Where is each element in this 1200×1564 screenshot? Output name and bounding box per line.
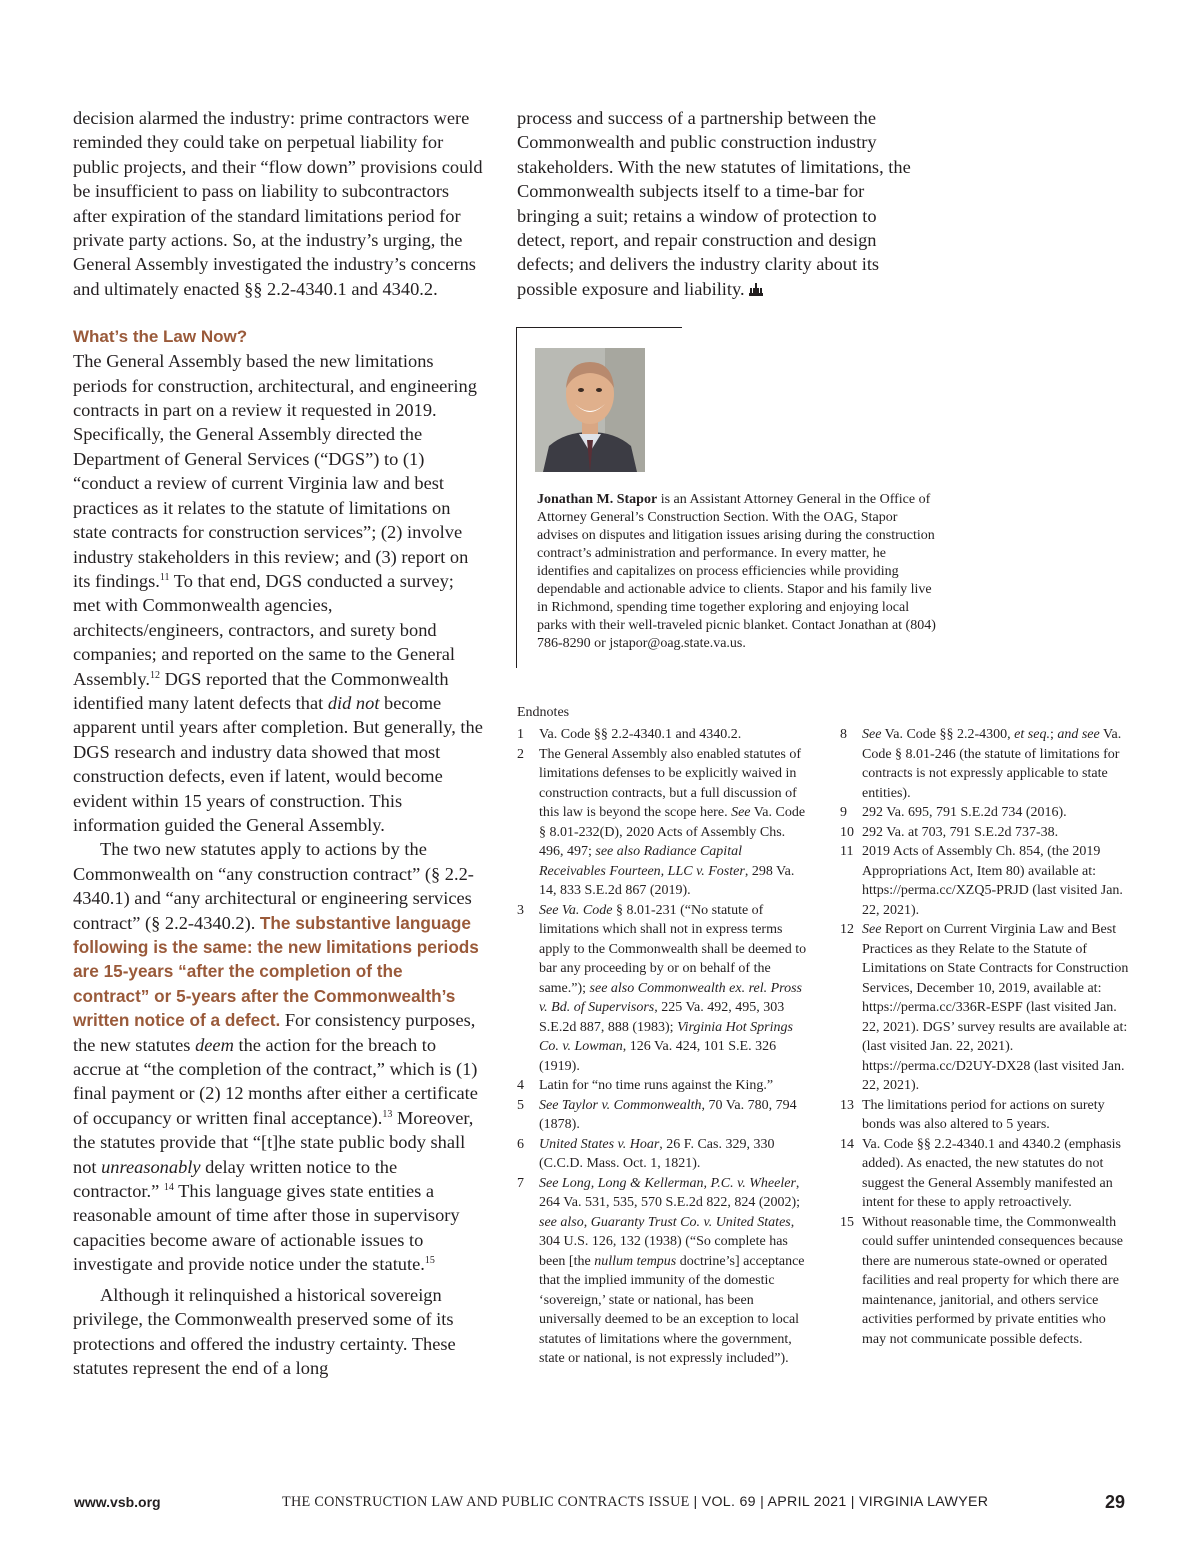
body-paragraph: The two new statutes apply to actions by the Commonwealth on “any construction contract” (§ 2.2-4340.1) and “any architectural or engineering services contract” (§ 2.2-4340.2). The substantive language following is the same: the new limitations periods are 15-years “after the completion of the contract” or 5-years after the Commonwealth’s written notice of a defect. For consistency purposes, the new statutes deem the action for the breach to accrue at “the completion of the contract,” which is (1) final payment or (2) 12 months after either a certificate of occupancy or written final acceptance).$^{13}$ Moreover, the statutes provide that “[t]he state public body shall not unreasonably delay written notice to the contractor.” $^{14}$ This language gives state entities a reasonable amount of time after those in supervisory capacities become aware of actionable issues to investigate and provide notice under the statute.$^{15}$ (73, 839, 479, 1275)
endnote: 5 See Taylor v. Commonwealth, 70 Va. 780, 794 (1878). (517, 1097, 797, 1132)
author-bio: Jonathan M. Stapor is an Assistant Attorney General in the Office of Attorney General’s Construction Section. With the OAG, Stapor advises on disputes and litigation issues arising during the construction contract’s administration and performance. In every matter, he identifies and capitalizes on process efficiencies while providing dependable and actionable advice to clients. Stapor and his family live in Richmond, spending time together exploring and enjoying local parks with their well-traveled picnic blanket. Contact Jonathan at (804) 786-8290 or jstapor@oag.state.va.us. (537, 492, 936, 651)
endnote: 6 United States v. Hoar, 26 F. Cas. 329, 330 (C.C.D. Mass. Oct. 1, 1821). (517, 1136, 775, 1171)
endnote: 12 See Report on Current Virginia Law and Best Practices as they Relate to the Statute of Limitations on State Contracts for Construction Services, December 10, 2019, available at: https://perma.cc/336R-ESPF (last visited Jan. 22, 2021). DGS’ survey results are available at: (last visited Jan. 22, 2021). https://perma.cc/D2UY-DX28 (last visited Jan. 22, 2021). (840, 922, 1129, 1093)
capitol-end-mark-icon (749, 282, 763, 296)
body-paragraph: Although it relinquished a historical sovereign privilege, the Commonwealth preserved some of its protections and offered the industry certainty. These statutes represent the end of a long (73, 1284, 456, 1378)
author-portrait-icon (535, 348, 645, 472)
endnote-ref: 11 (159, 571, 170, 583)
endnote: 4 Latin for “no time runs against the King.” (517, 1078, 774, 1093)
endnote: 11 2019 Acts of Assembly Ch. 854, (the 2019 Appropriations Act, Item 80) available at: https://perma.cc/XZQ5-PRJD (last visited Jan. 22, 2021). (840, 844, 1123, 918)
author-name: Jonathan M. Stapor (537, 492, 658, 507)
page-number: 29 (1105, 1492, 1126, 1512)
endnote: 15 Without reasonable time, the Commonwealth could suffer unintended consequences because there are numerous state-owned or operated facilities and real property for which there are maintenance, janitorial, and others service activities performed by private entities who may not communicate possible defects. (840, 1214, 1123, 1347)
endnote: 10 292 Va. at 703, 791 S.E.2d 737-38. (840, 824, 1059, 840)
endnote-ref: 12 (149, 669, 160, 681)
endnote: 13 The limitations period for actions on surety bonds was also altered to 5 years. (840, 1097, 1105, 1132)
body-paragraph: process and success of a partnership between the Commonwealth and public construction industry stakeholders. With the new statutes of limitations, the Commonwealth subjects itself to a time-bar for bringing a suit; retains a window of protection to detect, report, and repair construction and design defects; and delivers the industry clarity about its possible exposure and liability. (517, 108, 911, 299)
author-photo (535, 348, 645, 472)
endnote: 8 See Va. Code §§ 2.2-4300, et seq.; and see Va. Code § 8.01-246 (the statute of limitations for contracts is not expressly applicable to state entities). (840, 727, 1122, 801)
website-link[interactable]: www.vsb.org (74, 1494, 161, 1510)
right-column (517, 106, 925, 301)
endnote: 1 Va. Code §§ 2.2-4340.1 and 4340.2. (517, 727, 742, 742)
endnote: 14 Va. Code §§ 2.2-4340.1 and 4340.2 (emphasis added). As enacted, the new statutes do not suggest the General Assembly manifested an intent for these to apply retroactively. (840, 1136, 1121, 1210)
endnote-ref: 15 (424, 1255, 435, 1267)
issue-line: THE CONSTRUCTION LAW AND PUBLIC CONTRACTS ISSUE | VOL. 69 | APRIL 2021 | VIRGINIA LAWYER (282, 1494, 989, 1510)
endnote: 7 See Long, Long & Kellerman, P.C. v. Wheeler, 264 Va. 531, 535, 570 S.E.2d 822, 824 (2002); see also, Guaranty Trust Co. v. United States, 304 U.S. 126, 132 (1938) (“So complete has been [the nullum tempus doctrine’s] acceptance that the implied immunity of the domestic ‘sovereign,’ state or national, has been universally deemed to be an exception to local statutes of limitations where the government, state or national, is not expressly included”). (517, 1175, 805, 1366)
section-heading: What’s the Law Now? (73, 327, 248, 347)
endnote: 3 See Va. Code § 8.01-231 (“No statute of limitations which shall not in express terms apply to the Commonwealth shall be deemed to bar any proceeding by or on behalf of the same.”); see also Commonwealth ex. rel. Pross v. Bd. of Supervisors, 225 Va. 492, 495, 303 S.E.2d 887, 888 (1983); Virginia Hot Springs Co. v. Lowman, 126 Va. 424, 101 S.E. 326 (1919). (517, 902, 807, 1074)
endnote-ref: 13 (382, 1108, 393, 1120)
endnotes-column-1 (517, 725, 809, 1369)
pull-highlight: The substantive language following is the same: the new limitations periods are 15-years “after the completion of the contract” or 5-years after the Commonwealth’s written notice of a defect. (73, 912, 479, 1031)
left-column (73, 106, 483, 1380)
body-paragraph: decision alarmed the industry: prime contractors were reminded they could take on perpetual liability for public projects, and their “flow down” provisions could be insufficient to pass on liability to subcontractors after expiration of the standard limitations period for private party actions. So, at the industry’s urging, the General Assembly investigated the industry’s concerns and ultimately enacted §§ 2.2-4340.1 and 4340.2. (73, 108, 483, 299)
endnotes-title: Endnotes (517, 705, 570, 720)
endnote: 9 292 Va. 695, 791 S.E.2d 734 (2016). (840, 805, 1067, 820)
endnote-ref: 14 (163, 1181, 174, 1193)
endnotes-column-2 (840, 725, 1132, 1349)
body-paragraph: The General Assembly based the new limitations periods for construction, architectural, and engineering contracts in part on a review it requested in 2019. Specifically, the General Assembly directed the Department of General Services (“DGS”) to (1) “conduct a review of current Virginia law and best practices as it relates to the statute of limitations on state contracts for construction services”; (2) involve industry stakeholders in this review; and (3) report on its findings.$^{11}$ To that end, DGS conducted a survey; met with Commonwealth agencies, architects/engineers, contractors, and surety bond companies; and reported on the same to the General Assembly.$^{12}$ DGS reported that the Commonwealth identified many latent defects that did not become apparent until years after completion. But generally, the DGS research and industry data showed that most construction defects, even if latent, would become evident within 15 years of construction. This information guided the General Assembly. (73, 351, 483, 835)
endnote: 2 The General Assembly also enabled statutes of limitations defenses to be explicitly waived in construction contracts, but a full discussion of this law is beyond the scope here. See Va. Code § 8.01-232(D), 2020 Acts of Assembly Chs. 496, 497; see also Radiance Capital Receivables Fourteen, LLC v. Foster, 298 Va. 14, 833 S.E.2d 867 (2019). (517, 746, 806, 898)
